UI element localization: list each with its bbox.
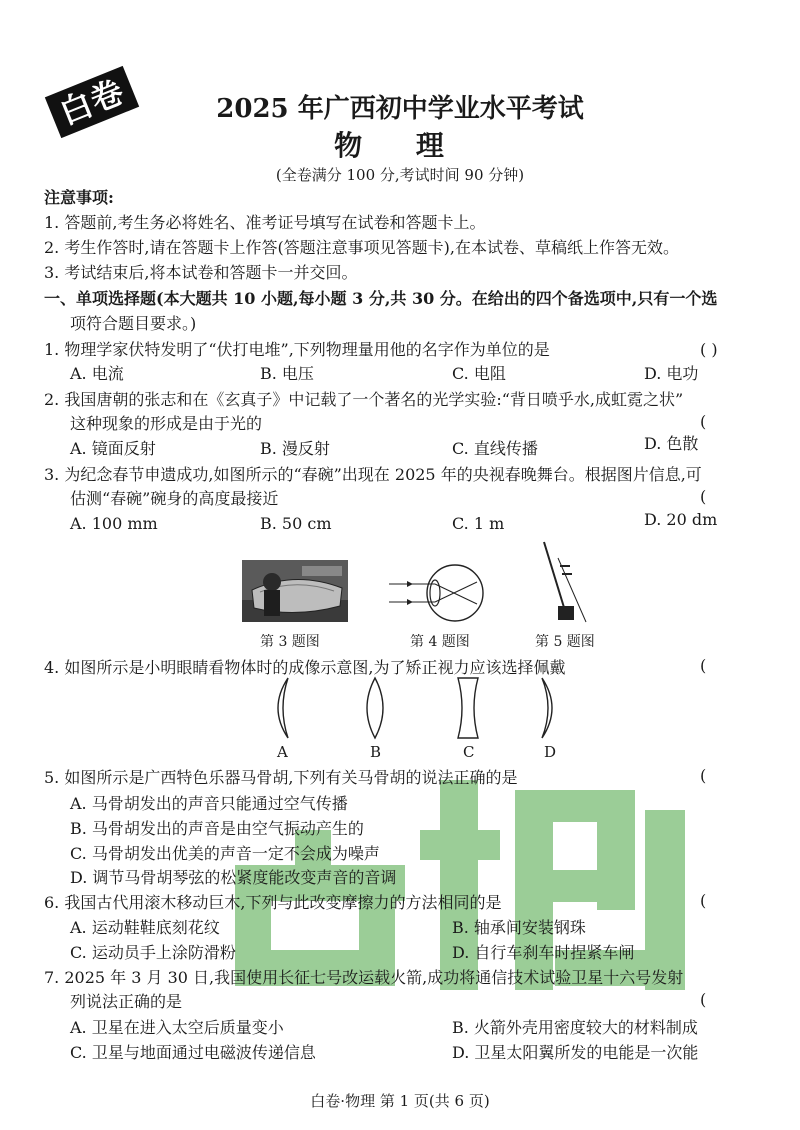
answer-paren: ( xyxy=(700,656,707,675)
question-7-stem-cont: 列说法正确的是 xyxy=(70,992,183,1011)
lens-d-meniscus xyxy=(530,676,570,740)
question-3-stem-cont: 估测“春碗”碗身的高度最接近 xyxy=(70,489,279,508)
option-c: C. 马骨胡发出优美的声音一定不会成为噪声 xyxy=(70,844,380,863)
lens-label: C xyxy=(463,743,475,761)
question-5-stem: 5. 如图所示是广西特色乐器马骨胡,下列有关马骨胡的说法正确的是 xyxy=(44,768,518,787)
option-d: D. 调节马骨胡琴弦的松紧度能改变声音的音调 xyxy=(70,868,397,887)
exam-badge: 白卷 xyxy=(45,66,139,138)
question-3-stem: 3. 为纪念春节申遗成功,如图所示的“春碗”出现在 2025 年的央视春晚舞台。根据图片信息,可 xyxy=(44,465,702,484)
option-a: A. 马骨胡发出的声音只能通过空气传播 xyxy=(70,794,348,813)
figure-4-eye-diagram xyxy=(385,560,495,626)
option-d: D. 卫星太阳翼所发的电能是一次能 xyxy=(452,1043,699,1062)
option-d: D. 20 dm xyxy=(644,510,718,529)
option-b: B. 漫反射 xyxy=(260,439,330,458)
page-footer: 白卷·物理 第 1 页(共 6 页) xyxy=(310,1092,490,1110)
notice-heading: 注意事项: xyxy=(44,188,114,207)
figure-5-instrument xyxy=(530,540,590,626)
option-b: B. 电压 xyxy=(260,364,314,383)
option-c: C. 电阻 xyxy=(452,364,506,383)
answer-paren: ( xyxy=(700,990,707,1009)
figure-3-photo xyxy=(242,560,348,622)
notice-item: 2. 考生作答时,请在答题卡上作答(答题注意事项见答题卡),在本试卷、草稿纸上作答无效。 xyxy=(44,238,680,257)
section-heading-cont: 项符合题目要求。) xyxy=(70,314,197,333)
option-b: B. 50 cm xyxy=(260,514,332,533)
question-2-stem: 2. 我国唐朝的张志和在《玄真子》中记载了一个著名的光学实验:“背日喷乎水,成虹霓之状” xyxy=(44,390,684,409)
option-c: C. 卫星与地面通过电磁波传递信息 xyxy=(70,1043,316,1062)
option-a: A. 运动鞋鞋底刻花纹 xyxy=(70,918,220,937)
option-c: C. 运动员手上涂防滑粉 xyxy=(70,943,236,962)
section-heading: 一、单项选择题(本大题共 10 小题,每小题 3 分,共 30 分。在给出的四个备选项中,只有一个选 xyxy=(44,289,718,308)
answer-paren: ( ) xyxy=(700,340,718,359)
option-a: A. 镜面反射 xyxy=(70,439,156,458)
lens-a-concave-meniscus xyxy=(262,676,302,740)
subject-title: 物 理 xyxy=(334,129,466,162)
figure-5-caption: 第 5 题图 xyxy=(535,634,595,650)
answer-paren: ( xyxy=(700,412,707,431)
option-d: D. 电功 xyxy=(644,364,699,383)
question-2-stem-cont: 这种现象的形成是由于光的 xyxy=(70,414,263,433)
option-a: A. 卫星在进入太空后质量变小 xyxy=(70,1018,284,1037)
option-a: A. 100 mm xyxy=(70,514,158,533)
notice-item: 3. 考试结束后,将本试卷和答题卡一并交回。 xyxy=(44,263,358,282)
question-7-stem: 7. 2025 年 3 月 30 日,我国使用长征七号改运载火箭,成功将通信技术试验卫星十六号发射 xyxy=(44,968,684,987)
lens-b-convex xyxy=(355,676,395,740)
question-4-stem: 4. 如图所示是小明眼睛看物体时的成像示意图,为了矫正视力应该选择佩戴 xyxy=(44,658,566,677)
option-c: C. 1 m xyxy=(452,514,505,533)
answer-paren: ( xyxy=(700,766,707,785)
lens-label: B xyxy=(370,743,382,761)
option-d: D. 色散 xyxy=(644,434,699,453)
option-b: B. 火箭外壳用密度较大的材料制成 xyxy=(452,1018,698,1037)
exam-subtitle: (全卷满分 100 分,考试时间 90 分钟) xyxy=(275,166,525,184)
lens-label: D xyxy=(544,743,557,761)
question-6-stem: 6. 我国古代用滚木移动巨木,下列与此改变摩擦力的方法相同的是 xyxy=(44,893,502,912)
figure-4-caption: 第 4 题图 xyxy=(410,634,470,650)
figure-3-caption: 第 3 题图 xyxy=(260,634,320,650)
option-d: D. 自行车刹车时捏紧车闸 xyxy=(452,943,635,962)
option-b: B. 马骨胡发出的声音是由空气振动产生的 xyxy=(70,819,364,838)
answer-paren: ( xyxy=(700,891,707,910)
notice-item: 1. 答题前,考生务必将姓名、准考证号填写在试卷和答题卡上。 xyxy=(44,213,486,232)
option-b: B. 轴承间安装钢珠 xyxy=(452,918,586,937)
option-a: A. 电流 xyxy=(70,364,124,383)
answer-paren: ( xyxy=(700,487,707,506)
question-1-stem: 1. 物理学家伏特发明了“伏打电堆”,下列物理量用他的名字作为单位的是 xyxy=(44,340,550,359)
lens-label: A xyxy=(277,743,288,761)
exam-title: 2025 年广西初中学业水平考试 xyxy=(216,94,584,124)
option-c: C. 直线传播 xyxy=(452,439,538,458)
lens-c-concave xyxy=(448,676,488,740)
